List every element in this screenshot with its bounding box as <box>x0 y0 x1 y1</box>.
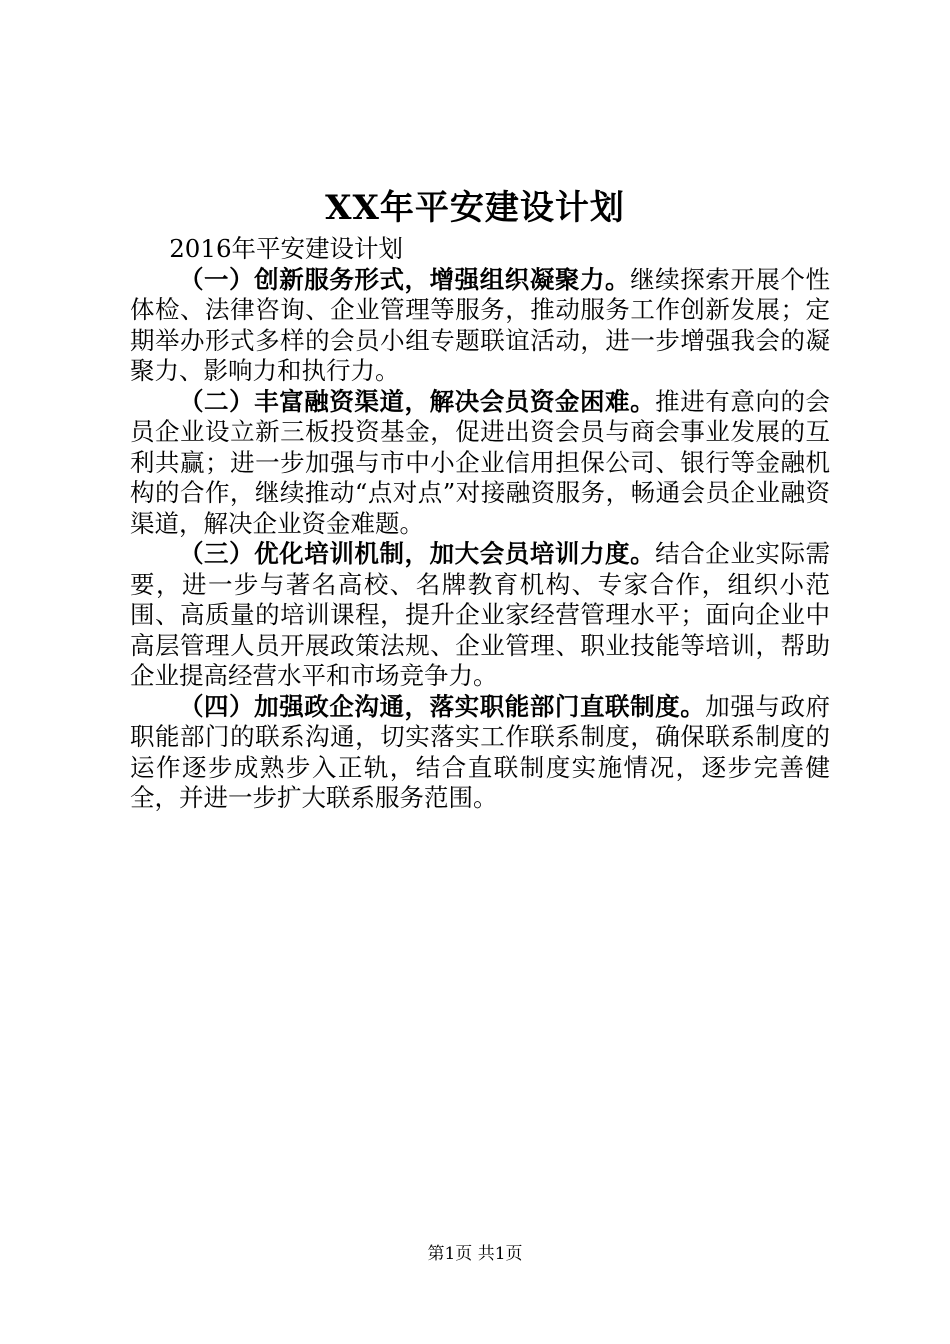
paragraph-4 <box>130 692 830 814</box>
paragraph-text: 结合企业实际需要，进一步与著名高校、名牌教育机构、专家合作，组织小范围、高质量的培训课程，提升企业家经营管理水平；面向企业中高层管理人员开展政策法规、企业管理、职业技能等培训，帮助企业提高经营水平和市场竞争力。 <box>130 539 830 690</box>
paragraph-text: 推进有意向的会员企业设立新三板投资基金，促进出资会员与商会事业发展的互利共赢；进一步加强与市中小企业信用担保公司、银行等金融机构的合作，继续推动“点对点”对接融资服务，畅通会员企业融资渠道，解决企业资金难题。 <box>130 386 830 538</box>
document-title: XX年平安建设计划 <box>325 188 625 228</box>
paragraph-heading: （三）优化培训机制，加大会员培训力度。 <box>179 539 656 568</box>
paragraph-text: 加强与政府职能部门的联系沟通，切实落实工作联系制度，确保联系制度的运作逐步成熟步入正轨，结合直联制度实施情况，逐步完善健全，并进一步扩大联系服务范围。 <box>130 691 831 812</box>
paragraph-heading: （二）丰富融资渠道，解决会员资金困难。 <box>179 386 656 416</box>
paragraph-2 <box>130 387 830 540</box>
paragraph-text: 继续探索开展个性体检、法律咨询、企业管理等服务，推动服务工作创新发展；定期举办形式多样的会员小组专题联谊活动，进一步增强我会的凝聚力、影响力和执行力。 <box>130 264 830 385</box>
page-footer: 第1页 共1页 <box>427 1244 523 1264</box>
paragraph-3 <box>130 539 830 692</box>
paragraph-1 <box>130 265 830 387</box>
paragraph-heading: （一）创新服务形式，增强组织凝聚力。 <box>179 264 631 294</box>
paragraph-heading: （四）加强政企沟通，落实职能部门直联制度。 <box>179 691 706 721</box>
document-subtitle: 2016年平安建设计划 <box>169 234 404 263</box>
document-body <box>130 234 830 814</box>
